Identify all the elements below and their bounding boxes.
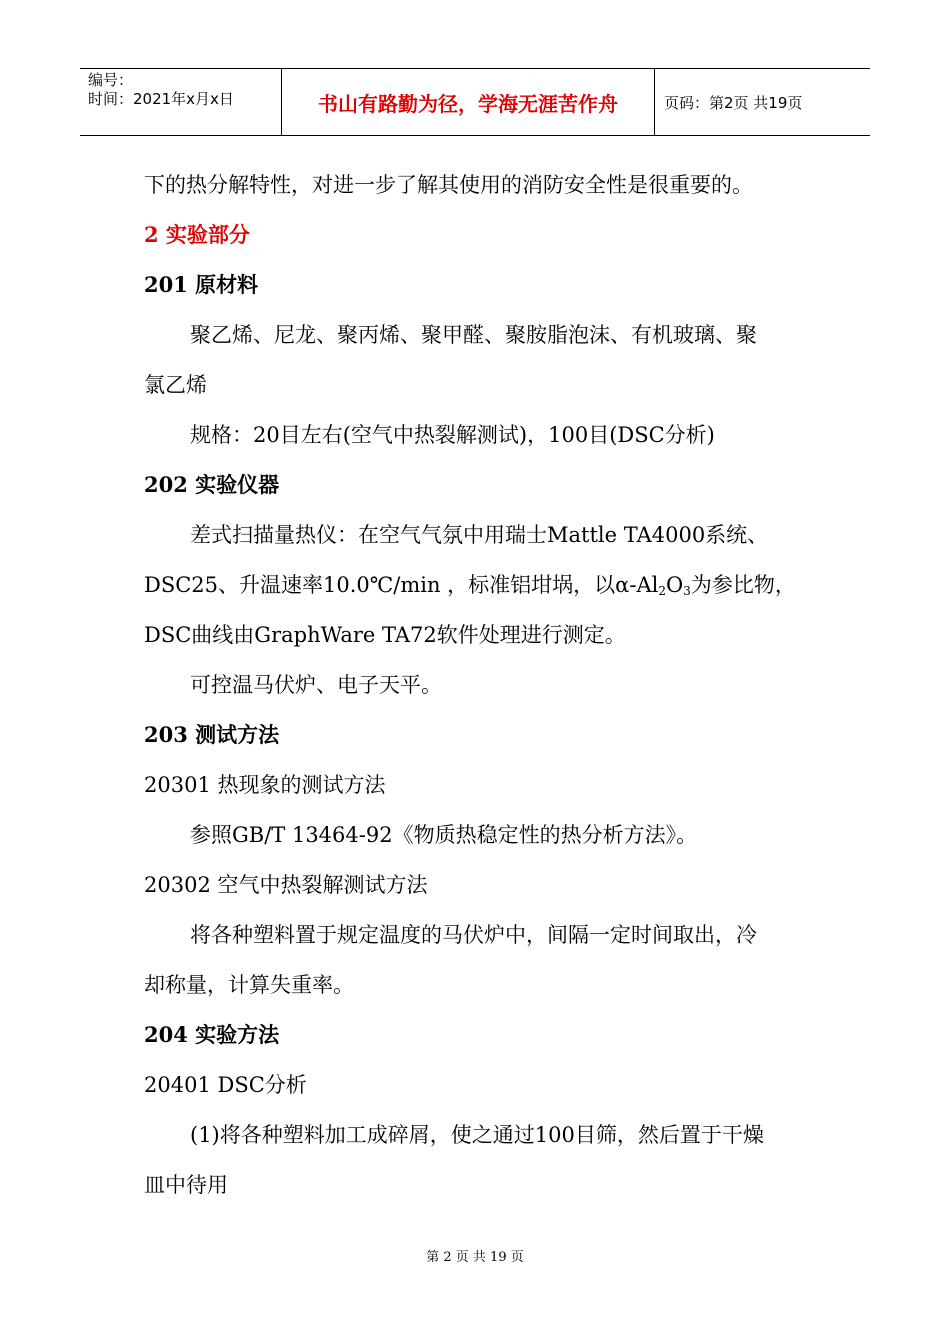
sub-subsection-heading: 20401 DSC分析	[144, 1073, 307, 1097]
paragraph: 规格：20目左右(空气中热裂解测试)，100目(DSC分析)	[190, 423, 715, 447]
header-divider	[654, 69, 655, 135]
paragraph: 氯乙烯	[144, 373, 207, 397]
paragraph: 聚乙烯、尼龙、聚丙烯、聚甲醛、聚胺脂泡沫、有机玻璃、聚	[190, 323, 757, 347]
paragraph: 皿中待用	[144, 1173, 228, 1197]
sub-subsection-heading: 20301 热现象的测试方法	[144, 773, 386, 797]
time-label: 时间：2021年x月x日	[88, 90, 234, 108]
text-run: O	[665, 573, 684, 597]
paragraph: 下的热分解特性，对进一步了解其使用的消防安全性是很重要的。	[144, 173, 753, 197]
subsection-heading: 204 实验方法	[144, 1022, 280, 1047]
subscript: 3	[683, 584, 691, 598]
text-run: 为参比物，	[690, 573, 796, 597]
header-motto: 书山有路勤为径，学海无涯苦作舟	[318, 91, 618, 116]
paragraph: 将各种塑料置于规定温度的马伏炉中，间隔一定时间取出，冷	[190, 923, 757, 947]
subsection-heading: 201 原材料	[144, 272, 259, 297]
paragraph: 可控温马伏炉、电子天平。	[190, 673, 442, 697]
paragraph: 差式扫描量热仪：在空气气氛中用瑞士Mattle TA4000系统、	[190, 523, 769, 547]
header-meta	[88, 71, 280, 109]
sub-subsection-heading: 20302 空气中热裂解测试方法	[144, 873, 428, 897]
subsection-heading: 203 测试方法	[144, 722, 280, 747]
paragraph	[144, 560, 814, 610]
number-label: 编号：	[88, 71, 134, 89]
page-footer: 第 2 页 共 19 页	[426, 1250, 524, 1265]
paragraph: 却称量，计算失重率。	[144, 973, 354, 997]
text-run: DSC25、升温速率10.0℃/min ，标准铝坩埚，以α-Al	[144, 573, 659, 597]
paragraph: (1)将各种塑料加工成碎屑，使之通过100目筛，然后置于干燥	[190, 1123, 764, 1147]
document-body	[144, 160, 814, 1210]
paragraph: 参照GB/T 13464-92《物质热稳定性的热分析方法》。	[190, 823, 698, 847]
header-page-info: 页码：第2页 共19页	[664, 93, 803, 112]
paragraph: DSC曲线由GraphWare TA72软件处理进行测定。	[144, 623, 626, 647]
section-heading: 2 实验部分	[144, 222, 250, 247]
subscript: 2	[658, 584, 666, 598]
page-header	[80, 68, 870, 136]
subsection-heading: 202 实验仪器	[144, 472, 280, 497]
